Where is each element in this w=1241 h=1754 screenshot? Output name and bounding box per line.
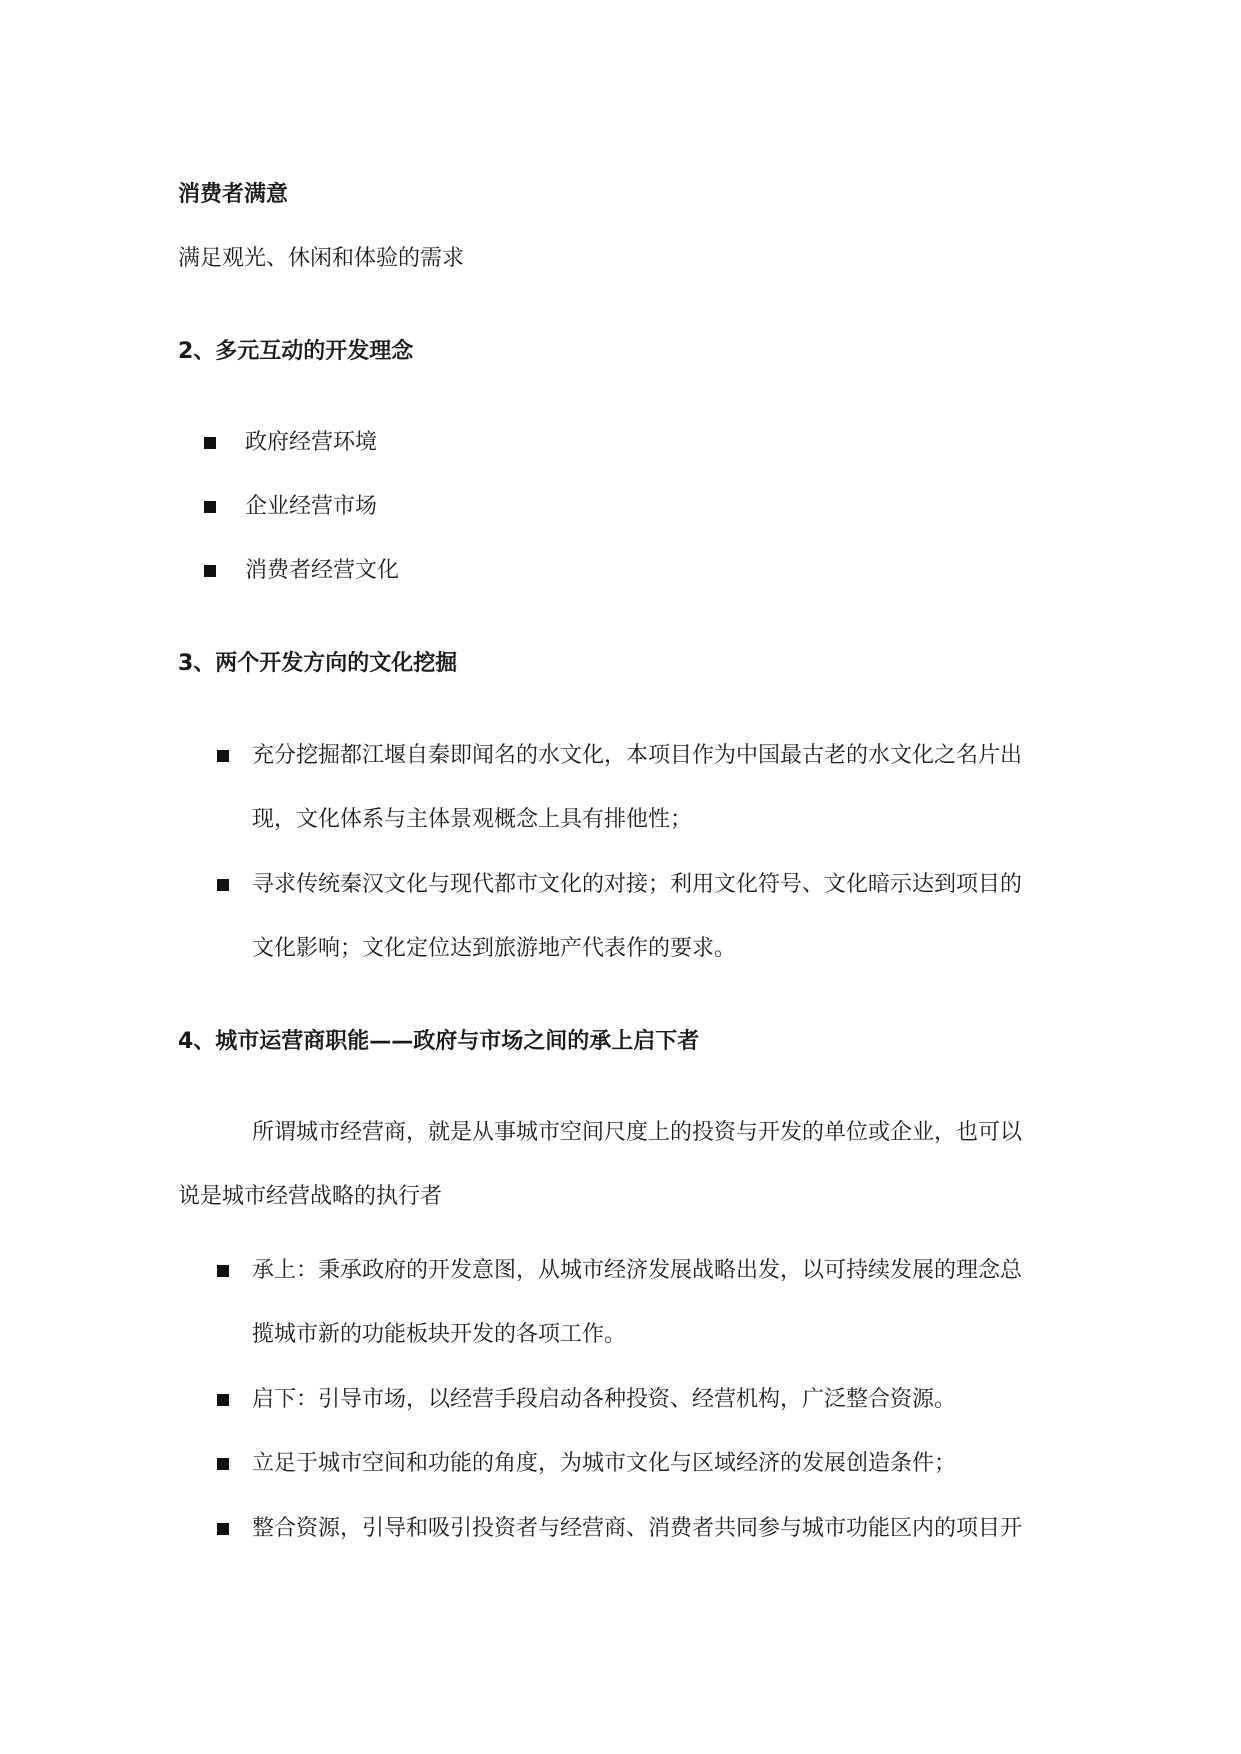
bullet-square-icon (204, 565, 216, 577)
bullet-square-icon (204, 501, 216, 513)
paragraph-line: 所谓城市经营商，就是从事城市空间尺度上的投资与开发的单位或企业，也可以 (252, 1120, 1023, 1145)
list-item-line: 揽城市新的功能板块开发的各项工作。 (252, 1322, 627, 1347)
consumer-text: 满足观光、休闲和体验的需求 (178, 246, 465, 271)
section-heading-2: 2、多元互动的开发理念 (178, 339, 414, 364)
list-item: 消费者经营文化 (245, 558, 400, 583)
list-item-line: 充分挖掘都江堰自秦即闻名的水文化，本项目作为中国最古老的水文化之名片出 (252, 743, 1023, 768)
bullet-square-icon (217, 1394, 229, 1406)
list-item-line: 启下：引导市场，以经营手段启动各种投资、经营机构，广泛整合资源。 (252, 1387, 957, 1412)
list-item-line: 立足于城市空间和功能的角度，为城市文化与区域经济的发展创造条件； (252, 1451, 957, 1476)
bullet-square-icon (217, 1523, 229, 1535)
bullet-square-icon (217, 1265, 229, 1277)
list-item-line: 现，文化体系与主体景观概念上具有排他性； (252, 807, 693, 832)
section-heading-consumer: 消费者满意 (178, 182, 289, 207)
list-item-line: 整合资源，引导和吸引投资者与经营商、消费者共同参与城市功能区内的项目开 (252, 1516, 1023, 1541)
list-item-line: 寻求传统秦汉文化与现代都市文化的对接；利用文化符号、文化暗示达到项目的 (252, 872, 1023, 897)
paragraph-line: 说是城市经营战略的执行者 (178, 1184, 443, 1209)
list-item-line: 文化影响；文化定位达到旅游地产代表作的要求。 (252, 936, 737, 961)
list-item: 政府经营环境 (245, 430, 378, 455)
bullet-square-icon (217, 750, 229, 762)
list-item-line: 承上：秉承政府的开发意图，从城市经济发展战略出发，以可持续发展的理念总 (252, 1258, 1023, 1283)
section-heading-4: 4、城市运营商职能——政府与市场之间的承上启下者 (178, 1029, 700, 1054)
bullet-square-icon (204, 437, 216, 449)
bullet-square-icon (217, 1458, 229, 1470)
section-heading-3: 3、两个开发方向的文化挖掘 (178, 651, 458, 676)
bullet-square-icon (217, 879, 229, 891)
list-item: 企业经营市场 (245, 494, 378, 519)
